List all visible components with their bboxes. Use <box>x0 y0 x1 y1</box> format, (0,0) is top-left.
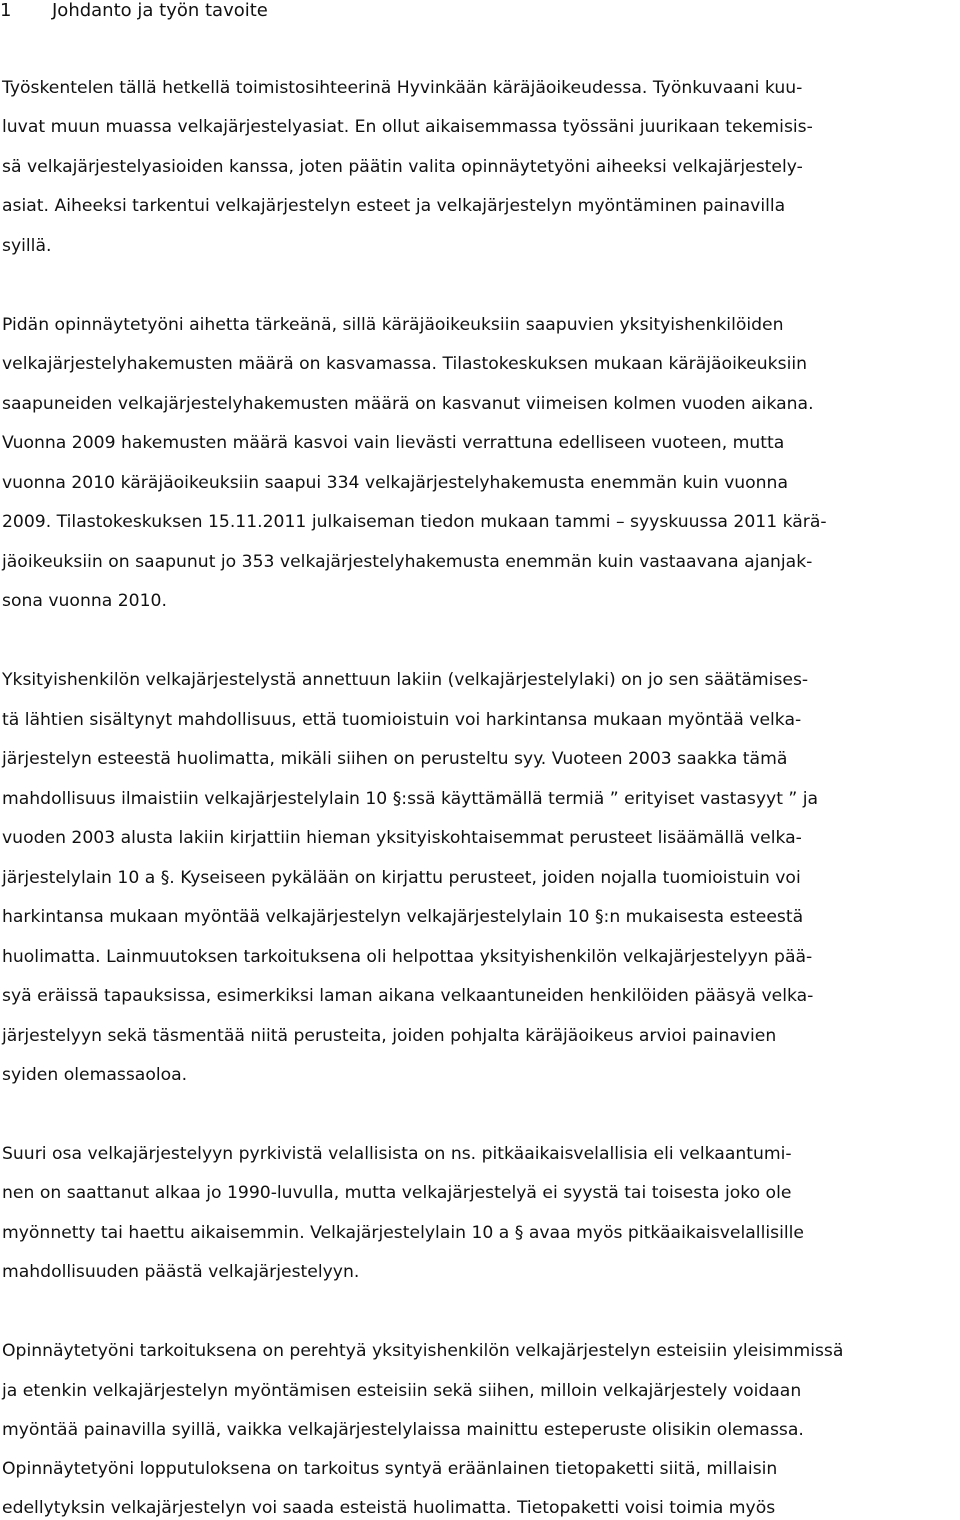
section-number: 1 <box>0 0 12 21</box>
paragraph-3-line-10: järjestelyyn sekä täsmentää niitä perusteita, joiden pohjalta käräjäoikeus arvioi painavien <box>2 1026 777 1046</box>
paragraph-1-line-1: Työskentelen tällä hetkellä toimistosihteerinä Hyvinkään käräjäoikeudessa. Työnkuvaani kuu- <box>2 78 803 98</box>
paragraph-2-line-6: 2009. Tilastokeskuksen 15.11.2011 julkaiseman tiedon mukaan tammi – syyskuussa 2011 kärä- <box>2 512 827 532</box>
paragraph-3-line-8: huolimatta. Lainmuutoksen tarkoituksena oli helpottaa yksityishenkilön velkajärjestelyyn pää- <box>2 947 813 967</box>
paragraph-3-line-1: Yksityishenkilön velkajärjestelystä annettuun lakiin (velkajärjestelylaki) on jo sen säätämises- <box>2 670 809 690</box>
paragraph-2-line-3: saapuneiden velkajärjestelyhakemusten määrä on kasvanut viimeisen kolmen vuoden aikana. <box>2 394 814 414</box>
paragraph-3-line-2: tä lähtien sisältynyt mahdollisuus, että tuomioistuin voi harkintansa mukaan myöntää velka- <box>2 710 802 730</box>
paragraph-5-line-4: Opinnäytetyöni lopputuloksena on tarkoitus syntyä eräänlainen tietopaketti siitä, millaisin <box>2 1459 778 1479</box>
paragraph-4-line-1: Suuri osa velkajärjestelyyn pyrkivistä velallisista on ns. pitkäaikaisvelallisia eli velkaantumi- <box>2 1144 792 1164</box>
paragraph-2-line-7: jäoikeuksiin on saapunut jo 353 velkajärjestelyhakemusta enemmän kuin vastaavana ajanjak- <box>2 552 813 572</box>
section-title: Johdanto ja työn tavoite <box>52 0 268 21</box>
paragraph-2-line-1: Pidän opinnäytetyöni aihetta tärkeänä, sillä käräjäoikeuksiin saapuvien yksityishenkilöiden <box>2 315 784 335</box>
paragraph-5-line-1: Opinnäytetyöni tarkoituksena on perehtyä yksityishenkilön velkajärjestelyn esteisiin yleisimmissä <box>2 1341 844 1361</box>
paragraph-5-line-3: myöntää painavilla syillä, vaikka velkajärjestelylaissa mainittu esteperuste olisikin olemassa. <box>2 1420 804 1440</box>
paragraph-1-line-5: syillä. <box>2 236 52 256</box>
paragraph-5-line-5: edellytyksin velkajärjestelyn voi saada esteistä huolimatta. Tietopaketti voisi toimia myös <box>2 1498 776 1518</box>
paragraph-2-line-8: sona vuonna 2010. <box>2 591 167 611</box>
paragraph-4-line-3: myönnetty tai haettu aikaisemmin. Velkajärjestelylain 10 a § avaa myös pitkäaikaisvelallisille <box>2 1223 804 1243</box>
paragraph-1-line-3: sä velkajärjestelyasioiden kanssa, joten päätin valita opinnäytetyöni aiheeksi velkajärjestely- <box>2 157 803 177</box>
paragraph-3-line-3: järjestelyn esteestä huolimatta, mikäli siihen on perusteltu syy. Vuoteen 2003 saakka tämä <box>2 749 788 769</box>
paragraph-4-line-2: nen on saattanut alkaa jo 1990-luvulla, mutta velkajärjestelyä ei syystä tai toisesta joko ole <box>2 1183 792 1203</box>
paragraph-3-line-9: syä eräissä tapauksissa, esimerkiksi laman aikana velkaantuneiden henkilöiden pääsyä velka- <box>2 986 814 1006</box>
paragraph-3-line-4: mahdollisuus ilmaistiin velkajärjestelylain 10 §:ssä käyttämällä termiä ” erityiset vastasyyt ” ja <box>2 789 819 809</box>
paragraph-1-line-2: luvat muun muassa velkajärjestelyasiat. En ollut aikaisemmassa työssäni juurikaan tekemisis- <box>2 117 813 137</box>
paragraph-1-line-4: asiat. Aiheeksi tarkentui velkajärjestelyn esteet ja velkajärjestelyn myöntäminen painavilla <box>2 196 786 216</box>
paragraph-2-line-4: Vuonna 2009 hakemusten määrä kasvoi vain lievästi verrattuna edelliseen vuoteen, mutta <box>2 433 785 453</box>
paragraph-4-line-4: mahdollisuuden päästä velkajärjestelyyn. <box>2 1262 360 1282</box>
paragraph-3-line-7: harkintansa mukaan myöntää velkajärjestelyn velkajärjestelylain 10 §:n mukaisesta esteestä <box>2 907 804 927</box>
paragraph-3-line-6: järjestelylain 10 a §. Kyseiseen pykälään on kirjattu perusteet, joiden nojalla tuomioistuin voi <box>2 868 801 888</box>
paragraph-3-line-11: syiden olemassaoloa. <box>2 1065 188 1085</box>
paragraph-2-line-2: velkajärjestelyhakemusten määrä on kasvamassa. Tilastokeskuksen mukaan käräjäoikeuksiin <box>2 354 808 374</box>
paragraph-5-line-2: ja etenkin velkajärjestelyn myöntämisen esteisiin sekä siihen, milloin velkajärjestely voidaan <box>2 1381 802 1401</box>
paragraph-3-line-5: vuoden 2003 alusta lakiin kirjattiin hieman yksityiskohtaisemmat perusteet lisäämällä velka- <box>2 828 802 848</box>
section-heading <box>0 0 268 22</box>
paragraph-2-line-5: vuonna 2010 käräjäoikeuksiin saapui 334 velkajärjestelyhakemusta enemmän kuin vuonna <box>2 473 788 493</box>
